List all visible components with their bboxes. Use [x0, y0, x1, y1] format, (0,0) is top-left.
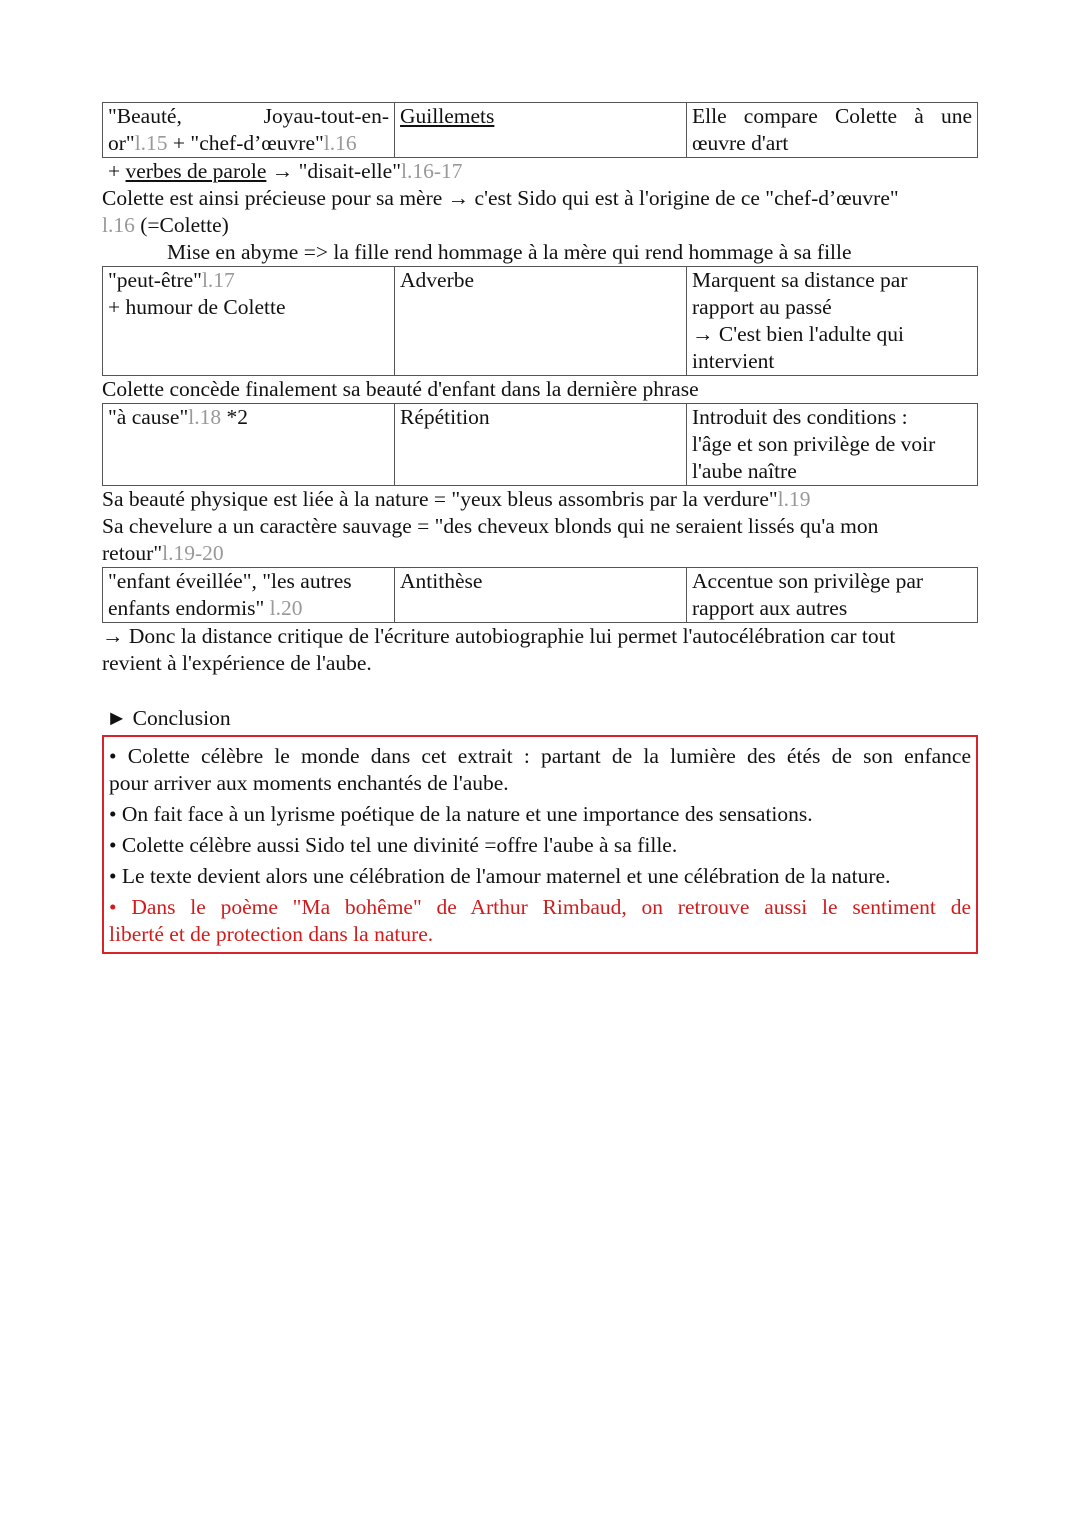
line-ref: l.19 [777, 487, 811, 511]
quote-cell: "à cause"l.18 *2 [103, 404, 395, 486]
line-ref: l.19-20 [162, 541, 224, 565]
line-ref: l.16-17 [400, 159, 463, 183]
analysis-table-2 [102, 266, 978, 376]
quote-cell: "Beauté, Joyau-tout-en- or"l.15 + "chef-d’œuvre"l.16 [103, 103, 395, 158]
procede-cell: Adverbe [395, 267, 687, 376]
conclusion-box [102, 735, 978, 954]
conclusion-item: • Dans le poème "Ma bohême" de Arthur Rimbaud, on retrouve aussi le sentiment de [109, 895, 971, 919]
paragraph-3: Sa beauté physique est liée à la nature = "yeux bleus assombris par la verdure"l.19 Sa chevelure a un caractère sauvage = "des cheveux blonds qui ne seraient lissés qu'a mon retour"l.19-20 [102, 487, 879, 565]
effet-cell: Elle compare Colette à une œuvre d'art [687, 103, 978, 158]
paragraph-2: Colette concède finalement sa beauté d'enfant dans la dernière phrase [102, 377, 699, 401]
line-ref: l.17 [201, 268, 235, 292]
conclusion-item: • On fait face à un lyrisme poétique de la nature et une importance des sensations. [109, 802, 813, 826]
analysis-table-1 [102, 102, 978, 158]
procede-cell: Antithèse [395, 568, 687, 623]
procede-label: Guillemets [400, 104, 495, 128]
procede-cell [395, 103, 687, 158]
line-ref: l.20 [269, 596, 303, 620]
analysis-table-3 [102, 403, 978, 486]
table-row [103, 404, 978, 486]
analysis-table-4 [102, 567, 978, 623]
effet-cell: Marquent sa distance par rapport au passé → C'est bien l'adulte qui intervient [687, 267, 978, 376]
table-row [103, 568, 978, 623]
paragraph-4: → Donc la distance critique de l'écriture autobiographie lui permet l'autocélébration car tout revient à l'expérience de l'aube. [102, 624, 896, 675]
conclusion-heading: ► Conclusion [106, 706, 231, 730]
conclusion-item: pour arriver aux moments enchantés de l'aube. [109, 771, 509, 795]
paragraph-1: + verbes de parole → "disait-elle"l.16-17 Colette est ainsi précieuse pour sa mère → c'est Sido qui est à l'origine de ce "chef-d’œuvre" l.16 (=Colette) Mise en abyme => la fille rend hommage à la mère qui rend hommage à sa fille [102, 159, 899, 264]
conclusion-item: • Colette célèbre le monde dans cet extrait : partant de la lumière des étés de son enfance [109, 744, 971, 768]
conclusion-section [102, 705, 978, 954]
table-row [103, 267, 978, 376]
document-page [102, 102, 978, 954]
quote-cell: "peut-être"l.17 + humour de Colette [103, 267, 395, 376]
table-row [103, 103, 978, 158]
line-ref: l.18 [188, 405, 222, 429]
effet-cell: Accentue son privilège par rapport aux autres [687, 568, 978, 623]
procede-cell: Répétition [395, 404, 687, 486]
effet-cell: Introduit des conditions : l'âge et son privilège de voir l'aube naître [687, 404, 978, 486]
line-ref: l.16 [102, 213, 135, 237]
quote-cell: "enfant éveillée", "les autres enfants endormis" l.20 [103, 568, 395, 623]
conclusion-item: • Colette célèbre aussi Sido tel une divinité =offre l'aube à sa fille. [109, 833, 678, 857]
conclusion-item: • Le texte devient alors une célébration de l'amour maternel et une célébration de la nature. [109, 864, 891, 888]
line-ref: l.16 [323, 131, 357, 155]
line-ref: l.15 [134, 131, 168, 155]
conclusion-item: liberté et de protection dans la nature. [109, 922, 434, 946]
